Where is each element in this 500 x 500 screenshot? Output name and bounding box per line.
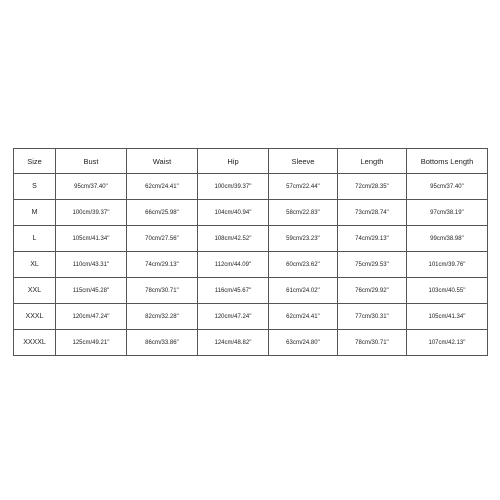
- waist-cell: 66cm/25.98'': [127, 200, 198, 226]
- sleeve-cell: 63cm/24.80'': [269, 330, 338, 356]
- hip-cell: 104cm/40.94'': [198, 200, 269, 226]
- size-cell: XXXXL: [14, 330, 56, 356]
- bottoms-length-cell: 101cm/39.76'': [407, 252, 488, 278]
- header-hip: Hip: [198, 149, 269, 174]
- header-length: Length: [338, 149, 407, 174]
- size-cell: XXXL: [14, 304, 56, 330]
- length-cell: 73cm/28.74'': [338, 200, 407, 226]
- table-row: [14, 278, 488, 304]
- bust-cell: 110cm/43.31'': [56, 252, 127, 278]
- hip-cell: 124cm/48.82'': [198, 330, 269, 356]
- header-bust: Bust: [56, 149, 127, 174]
- header-size: Size: [14, 149, 56, 174]
- bust-cell: 115cm/45.28'': [56, 278, 127, 304]
- bottoms-length-cell: 103cm/40.55'': [407, 278, 488, 304]
- sleeve-cell: 59cm/23.23'': [269, 226, 338, 252]
- bottoms-length-cell: 105cm/41.34'': [407, 304, 488, 330]
- waist-cell: 82cm/32.28'': [127, 304, 198, 330]
- table-row: [14, 252, 488, 278]
- size-cell: M: [14, 200, 56, 226]
- length-cell: 72cm/28.35'': [338, 174, 407, 200]
- sleeve-cell: 57cm/22.44'': [269, 174, 338, 200]
- sleeve-cell: 62cm/24.41'': [269, 304, 338, 330]
- bottoms-length-cell: 97cm/38.19'': [407, 200, 488, 226]
- length-cell: 77cm/30.31'': [338, 304, 407, 330]
- table-row: [14, 200, 488, 226]
- header-sleeve: Sleeve: [269, 149, 338, 174]
- length-cell: 74cm/29.13'': [338, 226, 407, 252]
- bottoms-length-cell: 95cm/37.40'': [407, 174, 488, 200]
- size-chart-table: [13, 148, 488, 356]
- header-row: [14, 149, 488, 174]
- length-cell: 78cm/30.71'': [338, 330, 407, 356]
- length-cell: 75cm/29.53'': [338, 252, 407, 278]
- hip-cell: 120cm/47.24'': [198, 304, 269, 330]
- size-cell: XL: [14, 252, 56, 278]
- hip-cell: 108cm/42.52'': [198, 226, 269, 252]
- size-cell: XXL: [14, 278, 56, 304]
- sleeve-cell: 58cm/22.83'': [269, 200, 338, 226]
- bust-cell: 105cm/41.34'': [56, 226, 127, 252]
- table-row: [14, 330, 488, 356]
- length-cell: 76cm/29.92'': [338, 278, 407, 304]
- waist-cell: 86cm/33.86'': [127, 330, 198, 356]
- hip-cell: 100cm/39.37'': [198, 174, 269, 200]
- waist-cell: 78cm/30.71'': [127, 278, 198, 304]
- bust-cell: 95cm/37.40'': [56, 174, 127, 200]
- bust-cell: 100cm/39.37'': [56, 200, 127, 226]
- hip-cell: 116cm/45.67'': [198, 278, 269, 304]
- table-row: [14, 174, 488, 200]
- waist-cell: 74cm/29.13'': [127, 252, 198, 278]
- size-cell: S: [14, 174, 56, 200]
- bottoms-length-cell: 99cm/38.98'': [407, 226, 488, 252]
- waist-cell: 62cm/24.41'': [127, 174, 198, 200]
- header-waist: Waist: [127, 149, 198, 174]
- sleeve-cell: 60cm/23.62'': [269, 252, 338, 278]
- bust-cell: 125cm/49.21'': [56, 330, 127, 356]
- table-row: [14, 304, 488, 330]
- bust-cell: 120cm/47.24'': [56, 304, 127, 330]
- header-bottoms-length: Bottoms Length: [407, 149, 488, 174]
- hip-cell: 112cm/44.09'': [198, 252, 269, 278]
- waist-cell: 70cm/27.56'': [127, 226, 198, 252]
- bottoms-length-cell: 107cm/42.13'': [407, 330, 488, 356]
- sleeve-cell: 61cm/24.02'': [269, 278, 338, 304]
- table-row: [14, 226, 488, 252]
- size-cell: L: [14, 226, 56, 252]
